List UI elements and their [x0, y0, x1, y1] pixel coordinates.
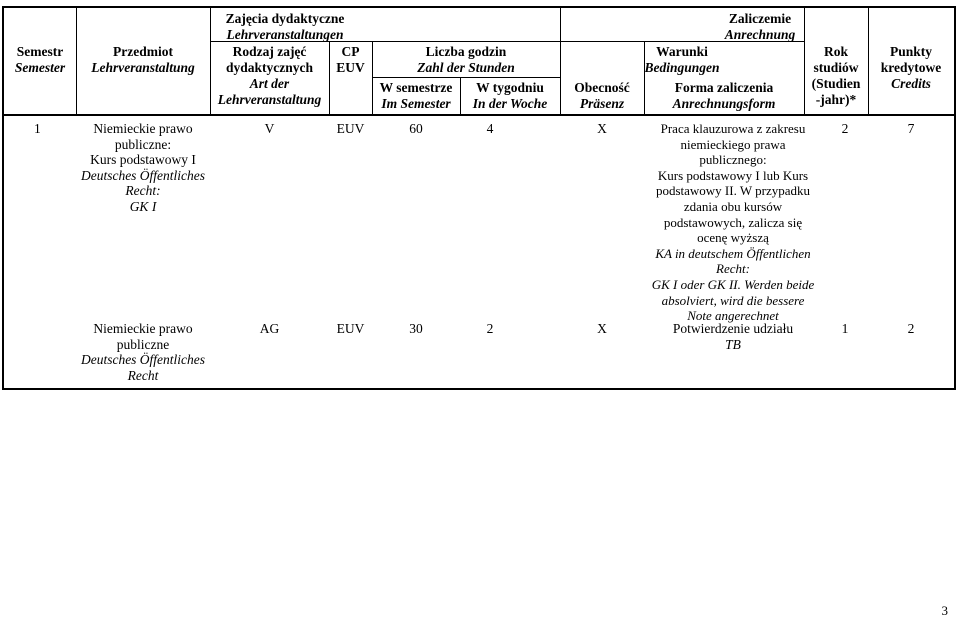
header-cp-label: CP [341, 44, 360, 59]
row-2-forma [634, 321, 832, 352]
row-1-forma-pl-1: Praca klauzurowa z zakresu [660, 121, 806, 136]
header-liczba-pl: Liczba godzin [425, 44, 507, 59]
row-1-forma-pl-2: niemieckiego prawa [680, 136, 786, 152]
row-2-przedmiot-de-1: Deutsches Öffentliches [80, 352, 206, 368]
header-rodzaj [210, 44, 329, 108]
row-2-przedmiot [76, 321, 210, 383]
header-w-tygodniu-pl: W tygodniu [476, 80, 544, 95]
header-rodzaj-de-2: Lehrveranstaltung [217, 92, 322, 107]
row-1-forma [644, 121, 822, 324]
row-1-forma-pl-5: podstawowy II. W przypadku [655, 183, 811, 199]
header-euv-label: EUV [336, 60, 365, 75]
row-2-forma-pl-1: Potwierdzenie udziału [672, 321, 794, 336]
row-2-rok: 1 [841, 321, 849, 336]
row-2-przedmiot-pl-2: publiczne [116, 336, 170, 352]
header-rok-1: Rok [823, 44, 848, 59]
table-body [4, 116, 954, 388]
row-2-rodzaj: AG [259, 321, 280, 336]
row-2-forma-de-1: TB [725, 336, 741, 352]
row-1-rodzaj: V [264, 121, 275, 136]
header-rodzaj-pl-2: dydaktycznych [225, 60, 313, 75]
header-obecnosc-de: Präsenz [579, 96, 625, 111]
header-punkty-3: Credits [891, 76, 931, 91]
row-1-przedmiot-pl-1: Niemieckie prawo [93, 121, 193, 136]
row-1-forma-pl-4: Kurs podstawowy I lub Kurs [657, 167, 809, 183]
header-rodzaj-pl-1: Rodzaj zajęć [232, 44, 307, 59]
row-1-obecnosc: X [597, 121, 607, 136]
row-2-obecnosc: X [597, 321, 607, 336]
row-2-punkty: 2 [907, 321, 915, 336]
header-w-semestrze [372, 80, 460, 112]
header-zajecia [210, 11, 360, 43]
header-zaliczenie-pl: Zaliczemie [728, 11, 792, 26]
row-2-przedmiot-pl-1: Niemieckie prawo [93, 321, 193, 336]
header-punkty-1: Punkty [889, 44, 933, 59]
row-2-przedmiot-de-2: Recht [127, 367, 159, 383]
row-1-przedmiot-de-3: GK I [129, 198, 157, 214]
header-zajecia-pl: Zajęcia dydaktyczne [225, 11, 345, 26]
header-forma-pl: Forma zaliczenia [674, 80, 774, 95]
header-semestr-pl: Semestr [16, 44, 64, 59]
row-1-przedmiot [76, 121, 210, 215]
header-zajecia-de: Lehrveranstaltungen [226, 27, 344, 42]
header-punkty [868, 44, 954, 92]
header-w-tygodniu-de: In der Woche [472, 96, 548, 111]
row-1-cp: EUV [336, 121, 365, 136]
header-obecnosc-pl: Obecność [574, 80, 630, 95]
header-rok [804, 44, 868, 108]
row-1-forma-de-4: absolviert, wird die bessere [661, 292, 805, 308]
row-1-w-semestrze: 60 [409, 121, 423, 136]
row-1-przedmiot-de-2: Recht: [125, 183, 161, 199]
row-1-forma-de-2: Recht: [716, 261, 750, 277]
header-zaliczenie [560, 11, 960, 43]
header-w-semestrze-pl: W semestrze [379, 80, 453, 95]
header-forma [644, 80, 804, 112]
row-1-forma-de-1: KA in deutschem Öffentlichen [655, 245, 811, 261]
row-2-cp: EUV [336, 321, 365, 336]
header-rok-2: studiów [813, 60, 859, 75]
row-1-forma-pl-6: zdania obu kursów [683, 198, 783, 214]
header-przedmiot-de: Lehrveranstaltung [91, 60, 195, 75]
row-1-przedmiot-de-1: Deutsches Öffentliches [80, 167, 206, 183]
row-1-semestr: 1 [34, 121, 41, 136]
row-1-forma-de-3: GK I oder GK II. Werden beide [651, 276, 815, 292]
header-w-tygodniu [460, 80, 560, 112]
header-liczba [372, 44, 560, 76]
header-warunki-pl: Warunki [656, 44, 708, 59]
row-1-przedmiot-pl-2: publiczne: [114, 136, 172, 152]
header-semestr-de: Semester [14, 60, 66, 75]
header-forma-de: Anrechnungsform [672, 96, 776, 111]
header-liczba-de: Zahl der Stunden [417, 60, 515, 75]
row-1-rok: 2 [841, 121, 849, 136]
header-warunki [560, 44, 804, 76]
header-w-semestrze-de: Im Semester [381, 96, 451, 111]
header-semestr [4, 44, 76, 76]
header-przedmiot [76, 44, 210, 76]
row-1-forma-pl-7: podstawowych, zalicza się [663, 214, 803, 230]
header-warunki-de: Bedingungen [644, 60, 720, 75]
header-rok-4: -jahr)* [815, 92, 857, 107]
header-punkty-2: kredytowe [880, 60, 942, 75]
header-rok-3: (Studien [811, 76, 861, 91]
table-header [4, 8, 954, 114]
page-number: 3 [941, 603, 948, 618]
header-cp [329, 44, 372, 76]
row-1-w-tygodniu: 4 [486, 121, 494, 136]
row-1-przedmiot-pl-3: Kurs podstawowy I [90, 152, 196, 168]
header-obecnosc [560, 80, 644, 112]
row-1-forma-de-5: Note angerechnet [687, 308, 779, 324]
header-zaliczenie-de: Anrechnung [724, 27, 796, 42]
row-2-w-tygodniu: 2 [486, 321, 494, 336]
row-2-w-semestrze: 30 [409, 321, 423, 336]
row-1-forma-pl-3: publicznego: [699, 152, 767, 168]
row-1-forma-pl-8: ocenę wyższą [697, 230, 769, 246]
header-rodzaj-de-1: Art der [249, 76, 290, 91]
row-1-punkty: 7 [907, 121, 915, 136]
header-przedmiot-pl: Przedmiot [113, 44, 173, 59]
